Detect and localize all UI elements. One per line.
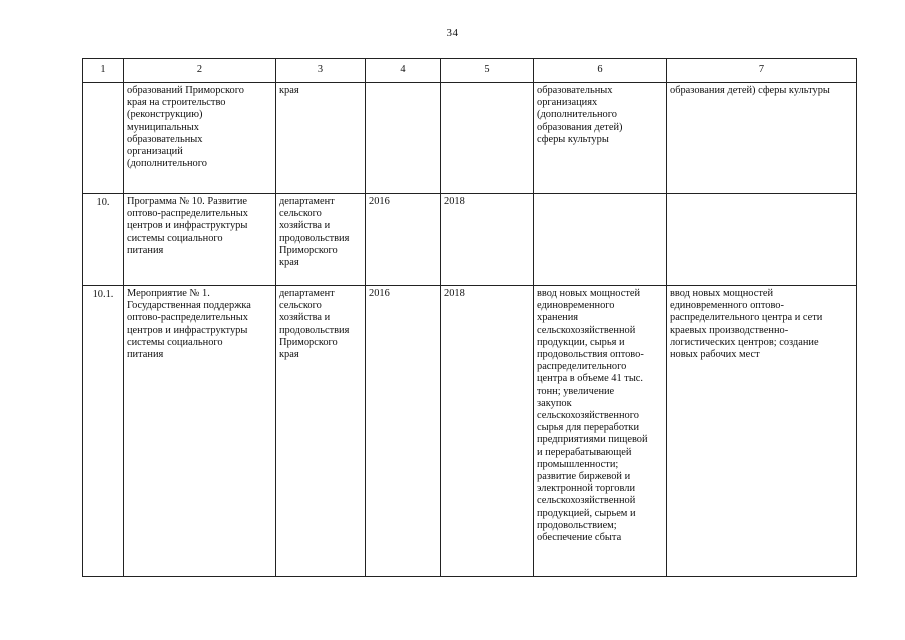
table-row: [83, 194, 857, 286]
end-year-cell: 2018: [441, 286, 534, 577]
end-year-cell: 2018: [441, 194, 534, 286]
name-cell: Программа № 10. Развитие оптово-распределительных центров и инфраструктуры системы социального питания: [124, 194, 276, 286]
row-number-cell: 10.1.: [83, 286, 124, 577]
row-number-cell: [83, 83, 124, 194]
table-row: [83, 83, 857, 194]
column-header: 3: [276, 59, 366, 83]
executor-cell: департамент сельского хозяйства и продовольствия Приморского края: [276, 286, 366, 577]
column-header: 4: [366, 59, 441, 83]
program-table: [82, 58, 857, 577]
end-year-cell: [441, 83, 534, 194]
result-short-cell: образовательных организациях (дополнительного образования детей) сферы культуры: [534, 83, 667, 194]
name-cell: образований Приморского края на строительство (реконструкцию) муниципальных образовательных организаций (дополнительного: [124, 83, 276, 194]
start-year-cell: [366, 83, 441, 194]
executor-cell: края: [276, 83, 366, 194]
result-long-cell: [667, 194, 857, 286]
column-header: 5: [441, 59, 534, 83]
row-number-cell: 10.: [83, 194, 124, 286]
column-header: 2: [124, 59, 276, 83]
result-long-cell: ввод новых мощностей единовременного оптово- распределительного центра и сети краевых производственно- логистических центров; создание новых рабочих мест: [667, 286, 857, 577]
column-header: 7: [667, 59, 857, 83]
page-number: 34: [446, 27, 459, 39]
column-header: 1: [83, 59, 124, 83]
name-cell: Мероприятие № 1. Государственная поддержка оптово-распределительных центров и инфраструктуры системы социального питания: [124, 286, 276, 577]
executor-cell: департамент сельского хозяйства и продовольствия Приморского края: [276, 194, 366, 286]
start-year-cell: 2016: [366, 286, 441, 577]
start-year-cell: 2016: [366, 194, 441, 286]
table-row: [83, 286, 857, 577]
result-short-cell: ввод новых мощностей единовременного хранения сельскохозяйственной продукции, сырья и продовольствия оптово- распределительного центра в объеме 41 тыс. тонн; увеличение закупок сельскохозяйственного сырья для переработки предприятиями пищевой и перерабатывающей промышленности; развитие биржевой и электронной торговли сельскохозяйственной продукцией, сырьем и продовольствием; обеспечение сбыта: [534, 286, 667, 577]
result-short-cell: [534, 194, 667, 286]
column-header-row: [83, 59, 857, 83]
column-header: 6: [534, 59, 667, 83]
result-long-cell: образования детей) сферы культуры: [667, 83, 857, 194]
